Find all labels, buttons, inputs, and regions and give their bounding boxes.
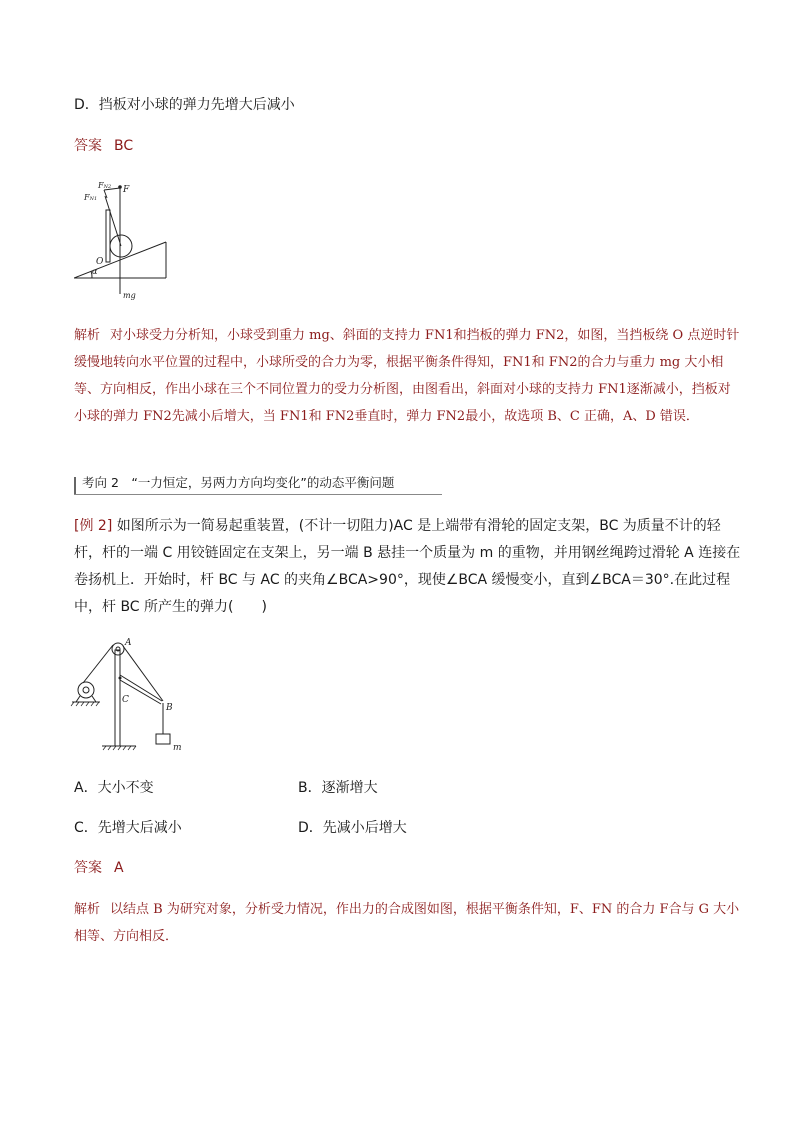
fig1-label-f: F: [123, 185, 130, 195]
fig2-label-b: B: [166, 703, 173, 713]
answer-2-label: 答案: [74, 860, 102, 876]
prev-option-d: D．挡板对小球的弹力先增大后减小: [74, 97, 295, 113]
option-b: B．逐渐增大: [298, 780, 378, 796]
explanation-1: [74, 322, 742, 430]
option-a: A．大小不变: [74, 780, 154, 796]
explanation-1-label: 解析: [74, 328, 101, 343]
answer-2: [74, 858, 124, 878]
svg-text:FN1: FN1: [84, 193, 98, 202]
answer-2-value: A: [114, 860, 124, 876]
explanation-1-text: 对小球受力分析知，小球受到重力 mg、斜面的支持力 FN1和挡板的弹力 FN2，如图，当挡板绕 O 点逆时针缓慢地转向水平位置的过程中，小球所受的合力为零，根据平衡条件得知，FN1和 FN2的合力与重力 mg 大小相等、方向相反，作出小球在三个不同位置力的受力分析图，由图看出，斜面对小球的支持力 FN1逐渐减小，挡板对小球的弹力 FN2先减小后增大，当 FN1和 FN2垂直时，弹力 FN2最小，故选项 B、C 正确，A、D 错误．: [74, 328, 740, 424]
answer-1-value: BC: [114, 138, 134, 154]
option-d: D．先减小后增大: [298, 820, 407, 836]
section-heading-text: 考向 2 “一力恒定，另两力方向均变化”的动态平衡问题: [82, 475, 395, 490]
example-2-tag: [例 2]: [74, 518, 113, 534]
fig2-label-c: C: [122, 695, 129, 705]
explanation-2-text: 以结点 B 为研究对象，分析受力情况，作出力的合成图如图，根据平衡条件知，F、FN 的合力 F合与 G 大小相等、方向相反．: [74, 902, 740, 944]
section-heading-underline: [74, 494, 442, 495]
answer-1: [74, 136, 133, 156]
answer-1-label: 答案: [74, 138, 102, 154]
explanation-2-label: 解析: [74, 902, 101, 917]
example-2: [74, 513, 742, 621]
option-c: C．先增大后减小: [74, 820, 182, 836]
figure-incline-ball: [74, 176, 174, 304]
explanation-2: [74, 896, 742, 950]
figure-crane: [70, 632, 190, 754]
svg-text:FN2: FN2: [98, 181, 112, 190]
fig1-label-fn1: F: [84, 193, 90, 202]
section-heading: [74, 473, 442, 495]
fig1-label-o: O: [96, 257, 104, 267]
fig1-label-mg: mg: [123, 291, 136, 300]
fig1-label-fn2: F: [98, 181, 104, 190]
section-heading-bar: [74, 477, 76, 495]
example-2-text: 如图所示为一简易起重装置，(不计一切阻力)AC 是上端带有滑轮的固定支架，BC 为质量不计的轻杆，杆的一端 C 用铰链固定在支架上，另一端 B 悬挂一个质量为 m 的重物，并用钢丝绳跨过滑轮 A 连接在卷扬机上．开始时，杆 BC 与 AC 的夹角∠BCA>90°，现使∠BCA 缓慢变小，直到∠BCA＝30°.在此过程中，杆 BC 所产生的弹力( ): [74, 518, 741, 615]
fig1-label-alpha: α: [92, 267, 98, 276]
fig2-label-m: m: [173, 743, 182, 753]
fig2-label-a: A: [125, 638, 132, 648]
